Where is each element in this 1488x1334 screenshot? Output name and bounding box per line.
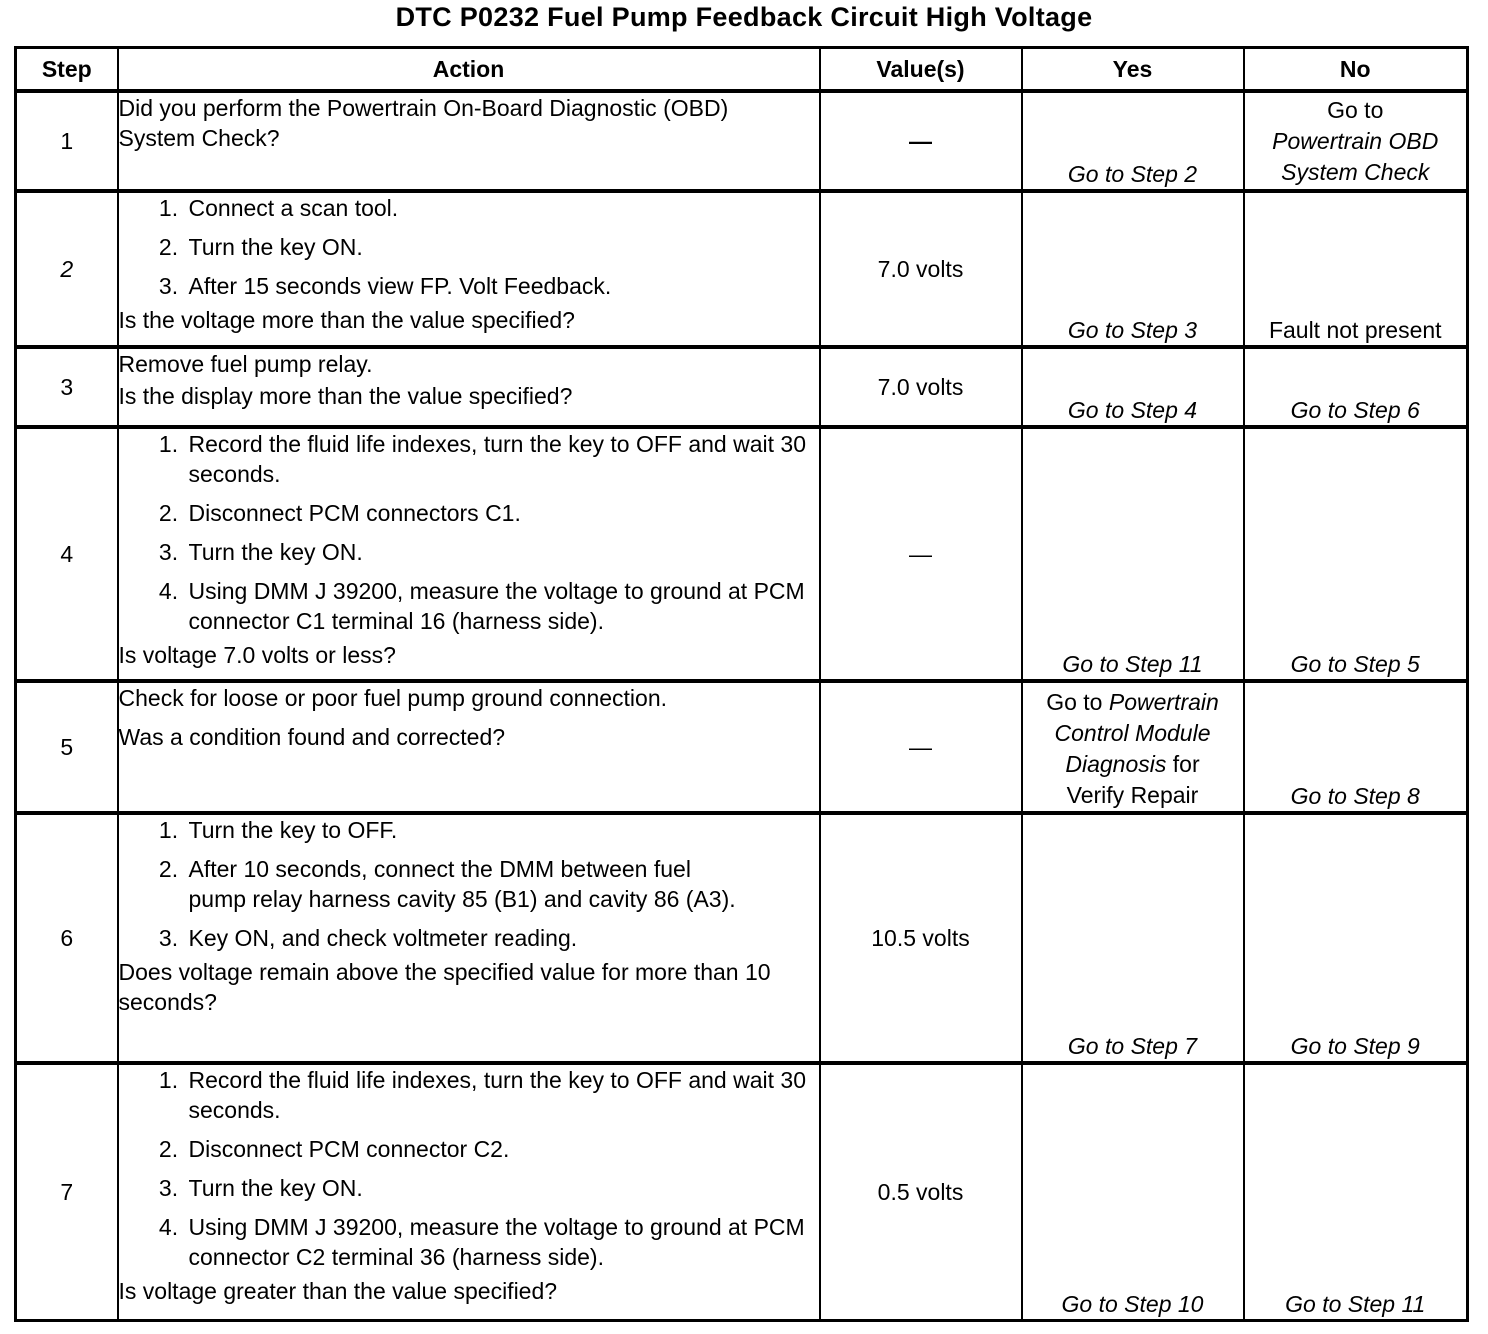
action-text: Remove fuel pump relay. xyxy=(118,351,373,377)
action-step: 2. Turn the key ON. xyxy=(185,232,819,262)
action-cell xyxy=(118,427,820,681)
action-cell xyxy=(118,813,820,1063)
step-number: 6 xyxy=(16,813,118,1063)
action-steps-list xyxy=(119,429,819,636)
header-no: No xyxy=(1244,48,1468,92)
yes-goto-link[interactable]: Go to Step 7 xyxy=(1067,1033,1198,1059)
no-result-text: Fault not present xyxy=(1268,317,1442,343)
no-cell xyxy=(1244,427,1468,681)
action-cell xyxy=(118,681,820,813)
action-cell xyxy=(118,191,820,347)
action-step: 2. After 10 seconds, connect the DMM between fuel pump relay harness cavity 85 (B1) and cavity 86 (A3). xyxy=(185,854,745,914)
step-number: 5 xyxy=(16,681,118,813)
step-number: 3 xyxy=(16,347,118,427)
yes-goto-text: Verify Repair xyxy=(1066,782,1199,808)
yes-cell xyxy=(1022,91,1244,191)
action-step: 3. After 15 seconds view FP. Volt Feedback. xyxy=(185,271,819,301)
yes-cell xyxy=(1022,681,1244,813)
action-question: Is the display more than the value specified? xyxy=(118,383,573,409)
step-number: 1 xyxy=(16,91,118,191)
action-step: 3. Key ON, and check voltmeter reading. xyxy=(185,923,745,953)
step-number: 4 xyxy=(16,427,118,681)
yes-goto-link[interactable]: Go to Step 11 xyxy=(1062,651,1203,677)
no-goto-link[interactable]: Go to Step 11 xyxy=(1285,1291,1426,1317)
value-cell: — xyxy=(820,681,1022,813)
yes-cell xyxy=(1022,347,1244,427)
header-yes: Yes xyxy=(1022,48,1244,92)
value-cell: 7.0 volts xyxy=(820,191,1022,347)
table-row xyxy=(16,191,1468,347)
no-cell xyxy=(1244,191,1468,347)
yes-cell xyxy=(1022,191,1244,347)
value-cell: — xyxy=(820,91,1022,191)
table-row xyxy=(16,427,1468,681)
action-step: 2. Disconnect PCM connector C2. xyxy=(185,1134,819,1164)
page-title: DTC P0232 Fuel Pump Feedback Circuit High Voltage xyxy=(395,2,1093,32)
no-goto-link[interactable]: Go to Step 9 xyxy=(1290,1033,1420,1059)
yes-cell xyxy=(1022,1063,1244,1321)
no-goto-link[interactable]: Powertrain OBD xyxy=(1272,127,1439,154)
action-text: Check for loose or poor fuel pump ground connection. xyxy=(118,685,667,711)
action-step: 1. Record the fluid life indexes, turn the key to OFF and wait 30 seconds. xyxy=(185,1065,819,1125)
step-number: 2 xyxy=(16,191,118,347)
action-question: Was a condition found and corrected? xyxy=(118,724,506,750)
no-cell xyxy=(1244,813,1468,1063)
action-step: 1. Connect a scan tool. xyxy=(185,193,819,223)
action-steps-list xyxy=(119,193,819,301)
table-header-row xyxy=(16,48,1468,92)
no-goto-link[interactable]: Go to Step 5 xyxy=(1290,651,1420,677)
action-step: 3. Turn the key ON. xyxy=(185,1173,819,1203)
yes-goto-link[interactable]: Go to Step 3 xyxy=(1067,317,1198,343)
value-cell: 7.0 volts xyxy=(820,347,1022,427)
diagnostic-table xyxy=(14,46,1469,1322)
action-cell xyxy=(118,347,820,427)
action-question: Does voltage remain above the specified value for more than 10 seconds? xyxy=(118,959,771,1015)
table-row xyxy=(16,681,1468,813)
action-question: Is voltage greater than the value specified? xyxy=(118,1278,558,1304)
action-steps-list xyxy=(119,815,745,953)
action-step: 1. Turn the key to OFF. xyxy=(185,815,745,845)
yes-goto-link[interactable]: Control Module xyxy=(1054,720,1211,746)
table-row xyxy=(16,91,1468,191)
no-cell xyxy=(1244,681,1468,813)
action-step: 3. Turn the key ON. xyxy=(185,537,819,567)
yes-goto-link[interactable]: Powertrain xyxy=(1108,689,1219,715)
action-text: Did you perform the Powertrain On-Board Diagnostic (OBD) System Check? xyxy=(118,95,729,151)
table-row xyxy=(16,1063,1468,1321)
header-values: Value(s) xyxy=(820,48,1022,92)
no-goto-link[interactable]: Go to Step 6 xyxy=(1290,397,1420,423)
yes-goto-suffix: for xyxy=(1172,751,1200,777)
value-cell: 10.5 volts xyxy=(820,813,1022,1063)
table-row xyxy=(16,347,1468,427)
yes-goto-link[interactable]: Go to Step 4 xyxy=(1067,397,1198,423)
yes-goto-link[interactable]: Go to Step 10 xyxy=(1061,1291,1204,1317)
no-goto-link[interactable]: System Check xyxy=(1281,158,1430,185)
step-number: 7 xyxy=(16,1063,118,1321)
action-question: Is the voltage more than the value specified? xyxy=(118,307,575,333)
yes-goto-link[interactable]: Go to Step 2 xyxy=(1067,161,1198,187)
action-cell xyxy=(118,1063,820,1321)
value-cell: 0.5 volts xyxy=(820,1063,1022,1321)
action-step: 1. Record the fluid life indexes, turn the key to OFF and wait 30 seconds. xyxy=(185,429,819,489)
no-goto-prefix: Go to xyxy=(1327,96,1384,123)
no-cell xyxy=(1244,347,1468,427)
value-cell: — xyxy=(820,427,1022,681)
yes-cell xyxy=(1022,427,1244,681)
yes-goto-link[interactable]: Diagnosis xyxy=(1065,751,1167,777)
action-step: 2. Disconnect PCM connectors C1. xyxy=(185,498,819,528)
yes-cell xyxy=(1022,813,1244,1063)
action-step: 4. Using DMM J 39200, measure the voltage to ground at PCM connector C2 terminal 36 (harness side). xyxy=(185,1212,819,1272)
no-goto-link[interactable]: Go to Step 8 xyxy=(1290,783,1420,809)
action-step: 4. Using DMM J 39200, measure the voltage to ground at PCM connector C1 terminal 16 (harness side). xyxy=(185,576,819,636)
header-action: Action xyxy=(118,48,820,92)
yes-goto-prefix: Go to xyxy=(1046,689,1103,715)
action-cell xyxy=(118,91,820,191)
header-step: Step xyxy=(16,48,118,92)
action-steps-list xyxy=(119,1065,819,1272)
no-cell xyxy=(1244,1063,1468,1321)
no-cell xyxy=(1244,91,1468,191)
action-question: Is voltage 7.0 volts or less? xyxy=(118,642,396,668)
table-row xyxy=(16,813,1468,1063)
